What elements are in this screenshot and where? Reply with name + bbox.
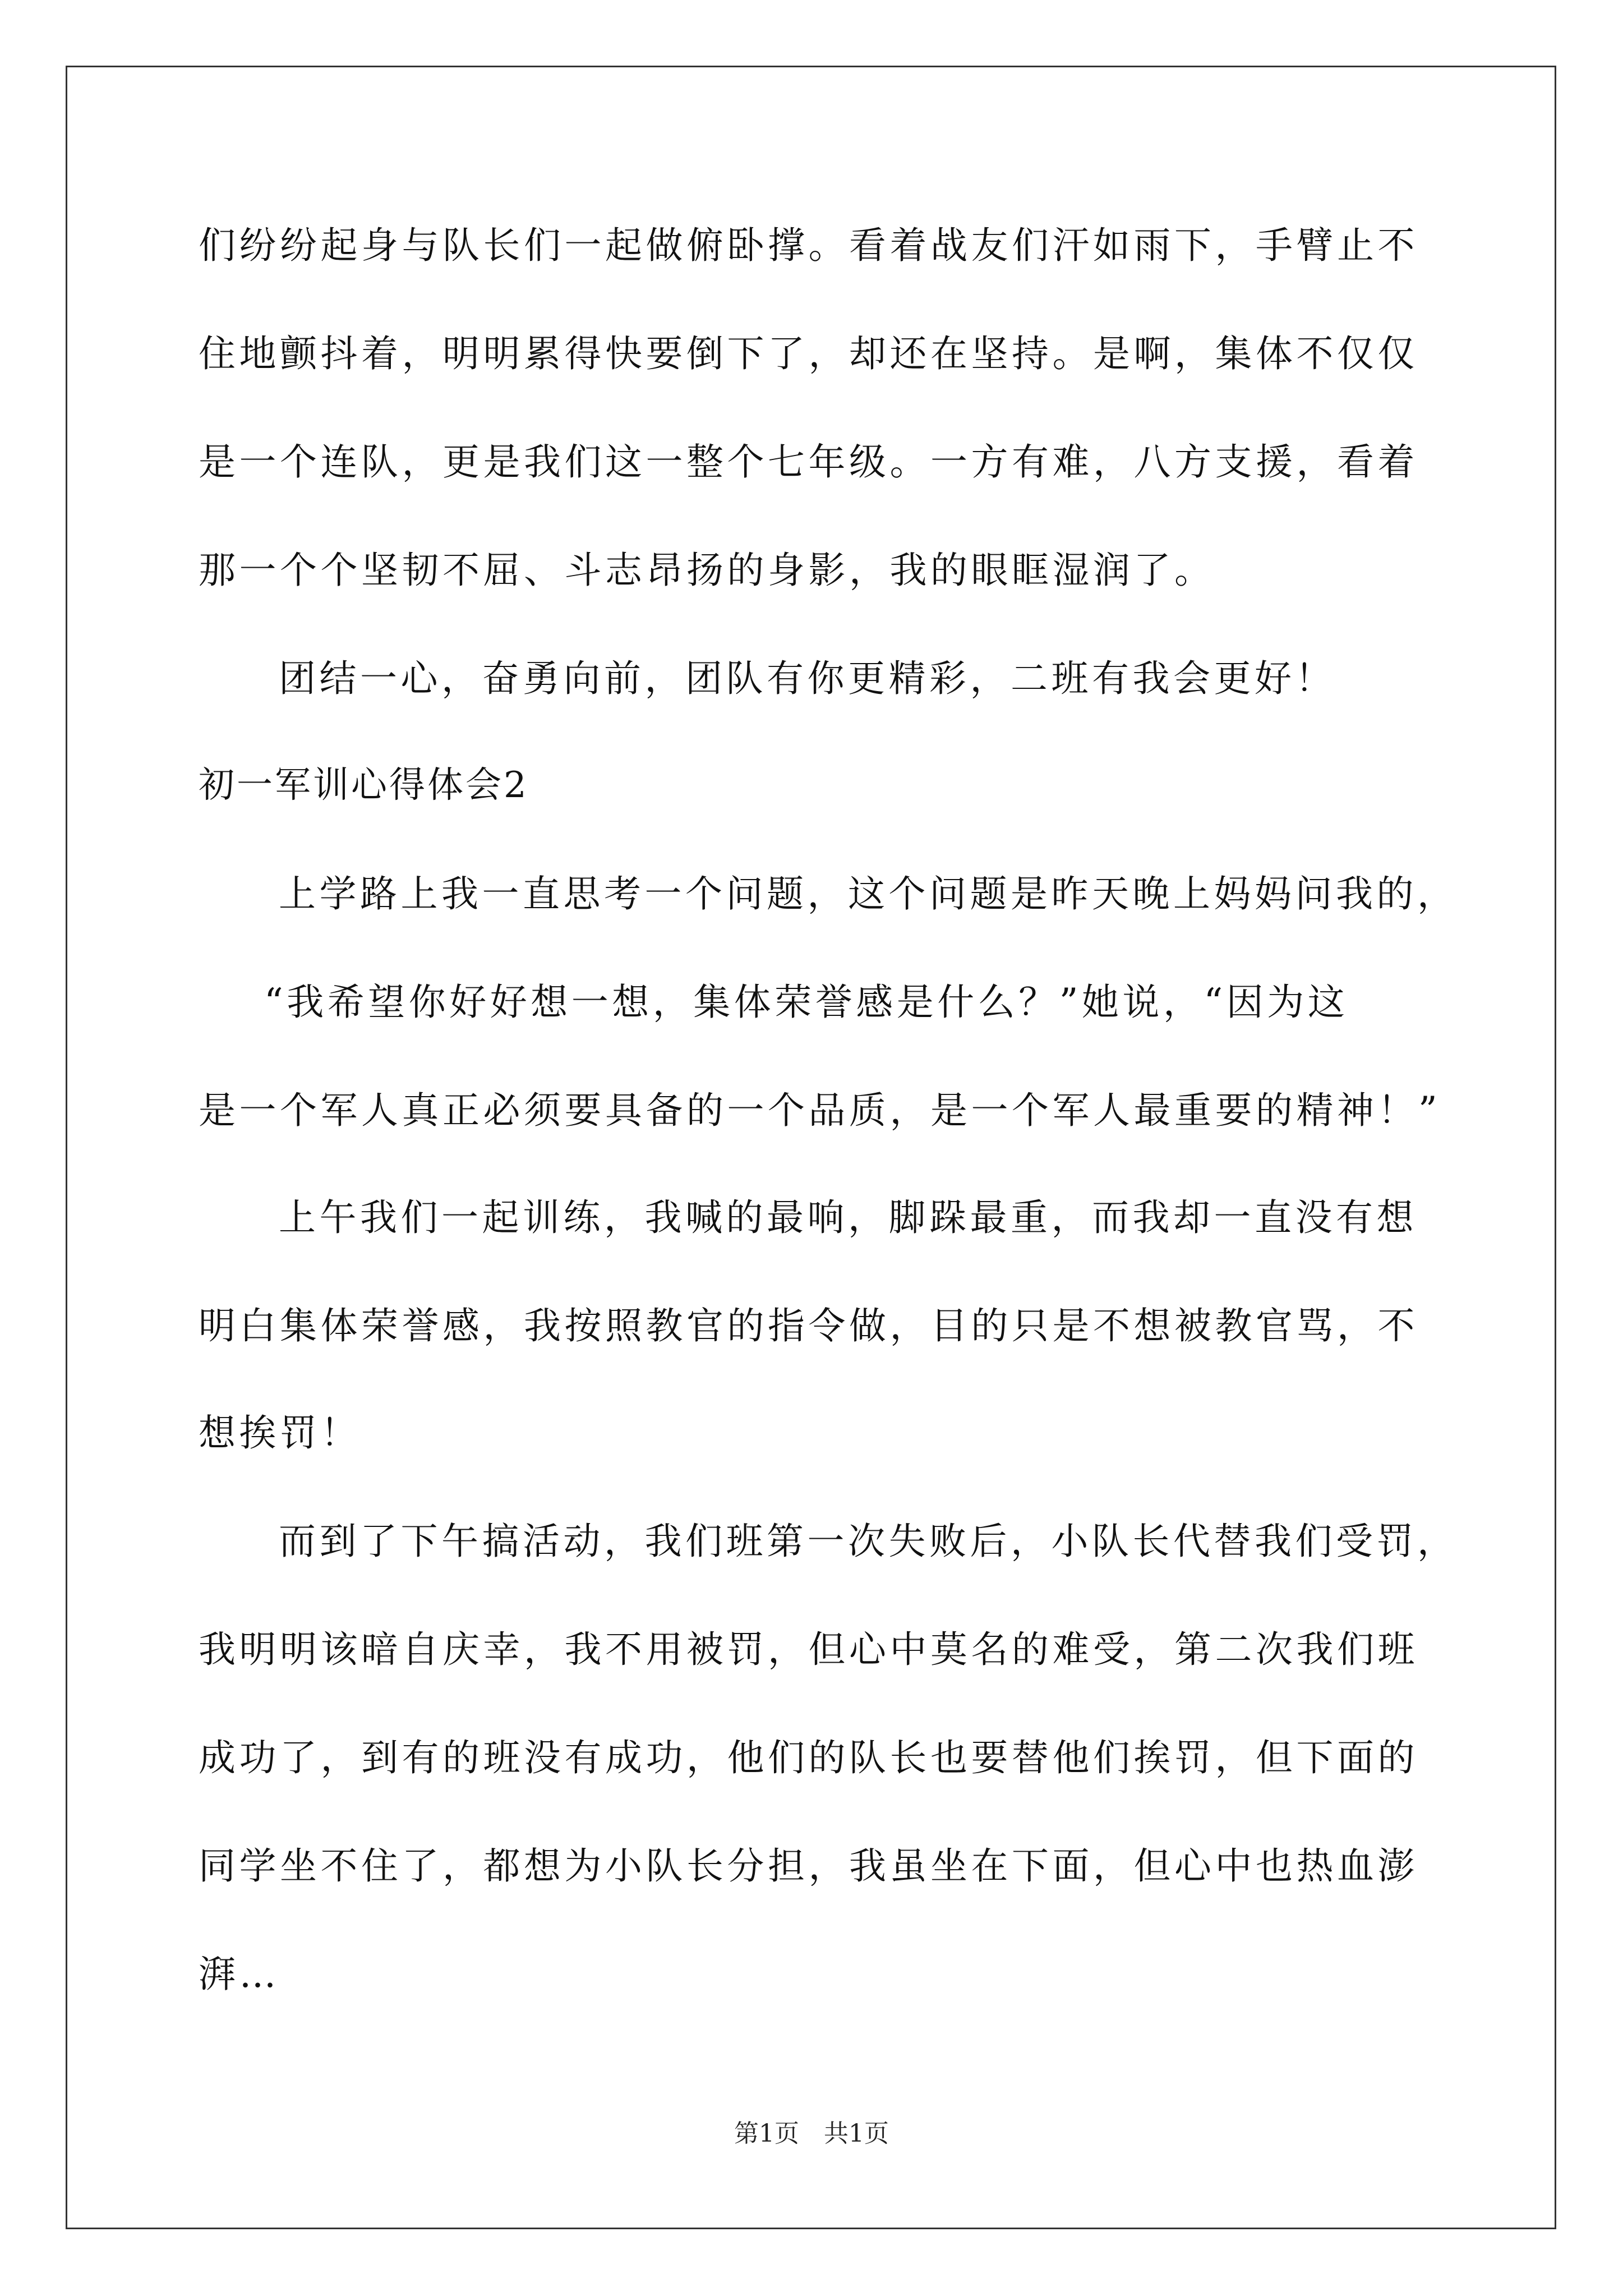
body-text-line: 想挨罚！ [199,1411,361,1455]
body-text-line: 成功了，到有的班没有成功，他们的队长也要替他们挨罚，但下面的 [199,1736,1418,1779]
body-text-line: 是一个军人真正必须要具备的一个品质，是一个军人最重要的精神！” [199,1089,1441,1132]
body-text-line: 是一个连队，更是我们这一整个七年级。一方有难，八方支援，看着 [199,440,1418,484]
body-text-line: 团结一心，奋勇向前，团队有你更精彩，二班有我会更好！ [279,657,1336,700]
body-text-line: 而到了下午搞活动，我们班第一次失败后，小队长代替我们受罚， [279,1520,1458,1563]
body-text-line: 上午我们一起训练，我喊的最响，脚跺最重，而我却一直没有想 [279,1196,1417,1239]
body-text-line: 那一个个坚韧不屈、斗志昂扬的身影，我的眼眶湿润了。 [199,549,1215,592]
body-text-line: 同学坐不住了，都想为小队长分担，我虽坐在下面，但心中也热血澎 [199,1844,1418,1888]
body-text-line: 住地颤抖着，明明累得快要倒下了，却还在坚持。是啊，集体不仅仅 [199,332,1418,375]
body-text-line: 明白集体荣誉感，我按照教官的指令做，目的只是不想被教官骂，不 [199,1304,1418,1347]
section-heading: 初一军训心得体会2 [199,765,529,806]
page-border [66,66,1556,2229]
body-text-line: “我希望你好好想一想，集体荣誉感是什么？”她说，“因为这 [264,981,1349,1024]
page-number: 第1页 共1页 [734,2119,889,2148]
body-text-line: 湃… [199,1953,280,1996]
body-text-line: 上学路上我一直思考一个问题，这个问题是昨天晚上妈妈问我的， [279,872,1458,915]
body-text-line: 我明明该暗自庆幸，我不用被罚，但心中莫名的难受，第二次我们班 [199,1628,1418,1671]
body-text-line: 们纷纷起身与队长们一起做俯卧撑。看着战友们汗如雨下，手臂止不 [199,224,1418,267]
